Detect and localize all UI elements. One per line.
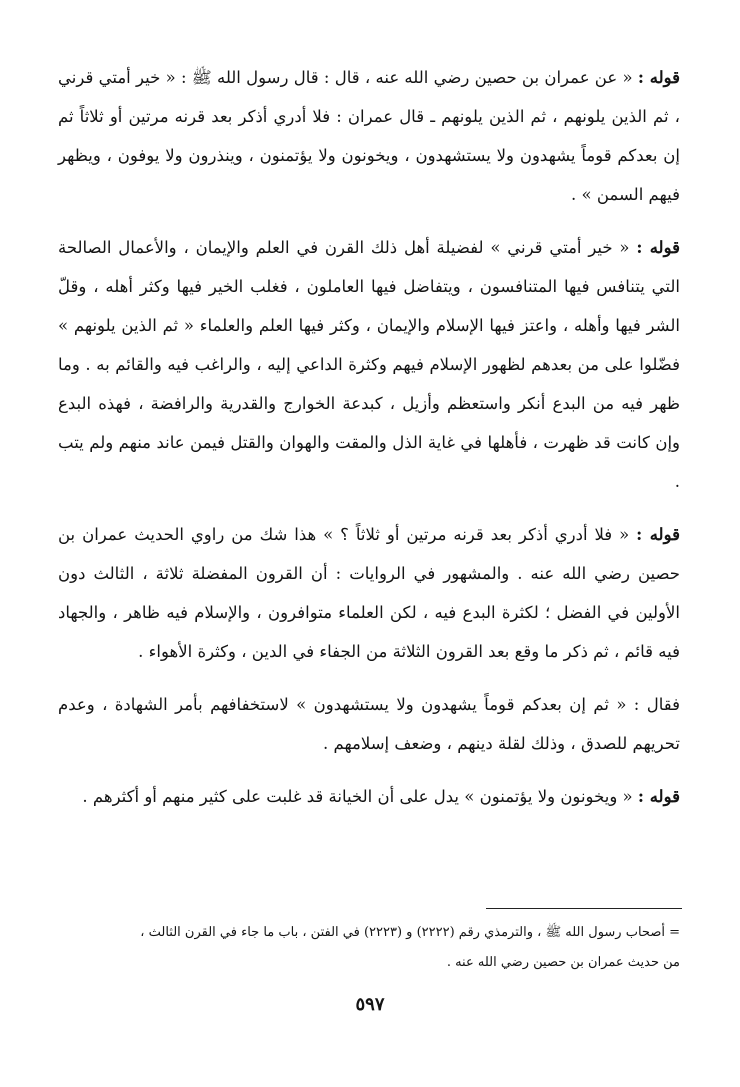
paragraph-5-text: « ويخونون ولا يؤتمنون » يدل على أن الخيانة قد غلبت على كثير منهم أو أكثرهم . (82, 787, 638, 806)
page-number: ٥٩٧ (355, 994, 385, 1015)
paragraph-1 (58, 58, 680, 214)
footnote-divider (486, 908, 682, 909)
paragraph-2-text: « خير أمتي قرني » لفضيلة أهل ذلك القرن في العلم والإيمان ، والأعمال الصالحة التي يتنافس فيها المتنافسون ، ويتفاضل فيها العاملون ، فغلب الخير فيها وكثر أهله ، وقلّ الشر فيها وأهله ، واعتز فيها الإسلام والإيمان ، وكثر فيها العلم والعلماء « ثم الذين يلونهم » فضّلوا على من بعدهم لظهور الإسلام فيهم وكثرة الداعي إليه ، والراغب فيه والقائم به . وما ظهر فيه من البدع أنكر واستعظم وأزيل ، كبدعة الخوارج والقدرية والرافضة ، فهذه البدع وإن كانت قد ظهرت ، فأهلها في غاية الذل والمقت والهوان والقتل فيمن عاند منهم ولم يتب . (58, 238, 680, 491)
paragraph-4-text: فقال : « ثم إن بعدكم قوماً يشهدون ولا يستشهدون » لاستخفافهم بأمر الشهادة ، وعدم تحريهم للصدق ، وذلك لقلة دينهم ، وضعف إسلامهم . (58, 695, 680, 753)
paragraph-2 (58, 228, 680, 501)
footnote-line-1: = أصحاب رسول الله ﷺ ، والترمذي رقم (٢٢٢٢) و (٢٢٢٣) في الفتن ، باب ما جاء في القرن الثالث ، (140, 925, 680, 940)
paragraph-5-lead: قوله : (637, 787, 680, 806)
paragraph-2-lead: قوله : (636, 238, 680, 257)
main-text (58, 58, 680, 830)
paragraph-5 (58, 777, 680, 816)
paragraph-1-lead: قوله : (637, 68, 681, 87)
paragraph-3-text: « فلا أدري أذكر بعد قرنه مرتين أو ثلاثاً ؟ » هذا شك من راوي الحديث عمران بن حصين رضي الله عنه . والمشهور في الروايات : أن القرون المفضلة ثلاثة ، الثالث دون الأولين في الفضل ؛ لكثرة البدع فيه ، لكن العلماء متوافرون ، والإسلام فيه ظاهر ، والجهاد فيه قائم ، ثم ذكر ما وقع بعد القرون الثلاثة من الجفاء في الدين ، وكثرة الأهواء . (58, 525, 680, 661)
paragraph-3 (58, 515, 680, 671)
footnotes (58, 918, 680, 978)
paragraph-4 (58, 685, 680, 763)
paragraph-3-lead: قوله : (636, 525, 680, 544)
footnote-line-2: من حديث عمران بن حصين رضي الله عنه . (446, 955, 680, 970)
paragraph-1-text: « عن عمران بن حصين رضي الله عنه ، قال : قال رسول الله ﷺ : « خير أمتي قرني ، ثم الذين يلونهم ، ثم الذين يلونهم ـ قال عمران : فلا أدري أذكر بعد قرنه مرتين أو ثلاثاً ثم إن بعدكم قوماً يشهدون ولا يستشهدون ، ويخونون ولا يؤتمنون ، وينذرون ولا يوفون ، ويظهر فيهم السمن » . (58, 68, 680, 204)
